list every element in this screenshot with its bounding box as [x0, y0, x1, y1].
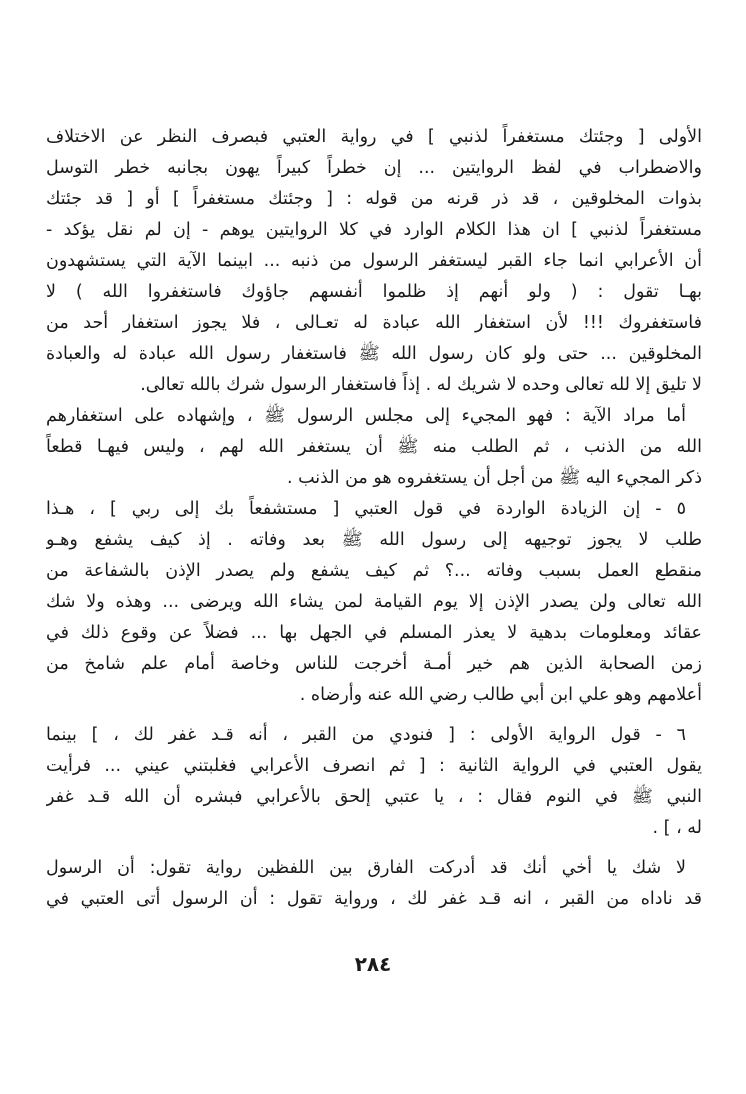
text-line: ٦ - قول الرواية الأولى : [ فنودي من القبر ، أنه قـد غفر لك ، ] بينما — [46, 725, 686, 745]
text-line: الله من الذنب ، ثم الطلب منه ﷺ أن يستغفر الله لهم ، وليس فيهـا قطعاً — [46, 437, 702, 457]
text-line: الأولى [ وجئتك مستغفراً لذنبي ] في رواية العتبي فبصرف النظر عن الاختلاف — [46, 127, 702, 147]
text-line: الله تعالى ولن يصدر الإذن إلا يوم القيامة لمن يشاء الله ويرضى ... وهذه ولا شك — [46, 592, 702, 612]
text-line: ذكر المجيء اليه ﷺ من أجل أن يستغفروه هو من الذنب . — [286, 468, 702, 488]
body-text — [46, 122, 702, 915]
text-line: قد ناداه من القبر ، انه قـد غفر لك ، ورواية تقول : أن الرسول أتى العتبي في — [46, 889, 702, 909]
page-number: ٢٨٤ — [354, 952, 392, 976]
text-line: المخلوقين ... حتى ولو كان رسول الله ﷺ فاستغفار رسول الله عبادة له والعبادة — [46, 344, 702, 364]
text-line: ٥ - إن الزيادة الواردة في قول العتبي [ مستشفعاً بك إلى ربي ] ، هـذا — [46, 499, 686, 519]
text-line: يقول العتبي في الرواية الثانية : [ ثم انصرف الأعرابي فغلبتني عيني ... فرأيت — [46, 756, 702, 776]
paragraph-gap — [46, 844, 702, 853]
text-line: فاستغفروك !!! لأن استغفار الله عبادة له تعـالى ، فلا يجوز استغفار أحد من — [46, 313, 702, 333]
text-line: والاضطراب في لفظ الروايتين ... إن خطراً كبيراً يهون بجانبه خطر التوسل — [46, 158, 702, 178]
text-line: منقطع العمل بسبب وفاته ...؟ ثم كيف يشفع ولم يصدر الإذن بالشفاعة من — [46, 561, 702, 581]
text-line: طلب لا يجوز توجيهه إلى رسول الله ﷺ بعد وفاته . إذ كيف يشفع وهـو — [46, 530, 702, 550]
text-line: النبي ﷺ في النوم فقال : ، يا عتبي إلحق بالأعرابي فبشره أن الله قـد غفر — [46, 787, 702, 807]
text-line: بهـا تقول : ( ولو أنهم إذ ظلموا أنفسهم جاؤوك فاستغفروا الله ) لا — [46, 282, 702, 302]
text-line: أعلامهم وهو علي ابن أبي طالب رضي الله عنه وأرضاه . — [299, 685, 702, 705]
text-line: عقائد ومعلومات بدهية لا يعذر المسلم في الجهل بها ... فضلاً عن وقوع ذلك في — [46, 623, 702, 643]
text-line: لا تليق إلا لله تعالى وحده لا شريك له . إذاً فاستغفار الرسول شرك بالله تعالى. — [140, 375, 702, 395]
text-line: لا شك يا أخي أنك قد أدركت الفارق بين اللفظين رواية تقول: أن الرسول — [46, 858, 686, 878]
text-line: أن الأعرابي انما جاء القبر ليستغفر الرسول من ذنبه ... ابينما الآية التي يستشهدون — [46, 251, 702, 271]
paragraph-gap — [46, 711, 702, 720]
text-line: له ، ] . — [652, 818, 702, 838]
text-line: بذوات المخلوقين ، قد ذر قرنه من قوله : [ وجئتك مستغفراً ] أو [ قد جئتك — [46, 189, 702, 209]
text-line: مستغفراً لذنبي ] ان هذا الكلام الوارد في كلا الروايتين يوهم - إن لم نقل يؤكد - — [46, 220, 702, 240]
text-line: أما مراد الآية : فهو المجيء إلى مجلس الرسول ﷺ ، وإشهاده على استغفارهم — [46, 406, 686, 426]
text-line: زمن الصحابة الذين هم خير أمـة أخرجت للناس وخاصة أمام علم شامخ من — [46, 654, 702, 674]
